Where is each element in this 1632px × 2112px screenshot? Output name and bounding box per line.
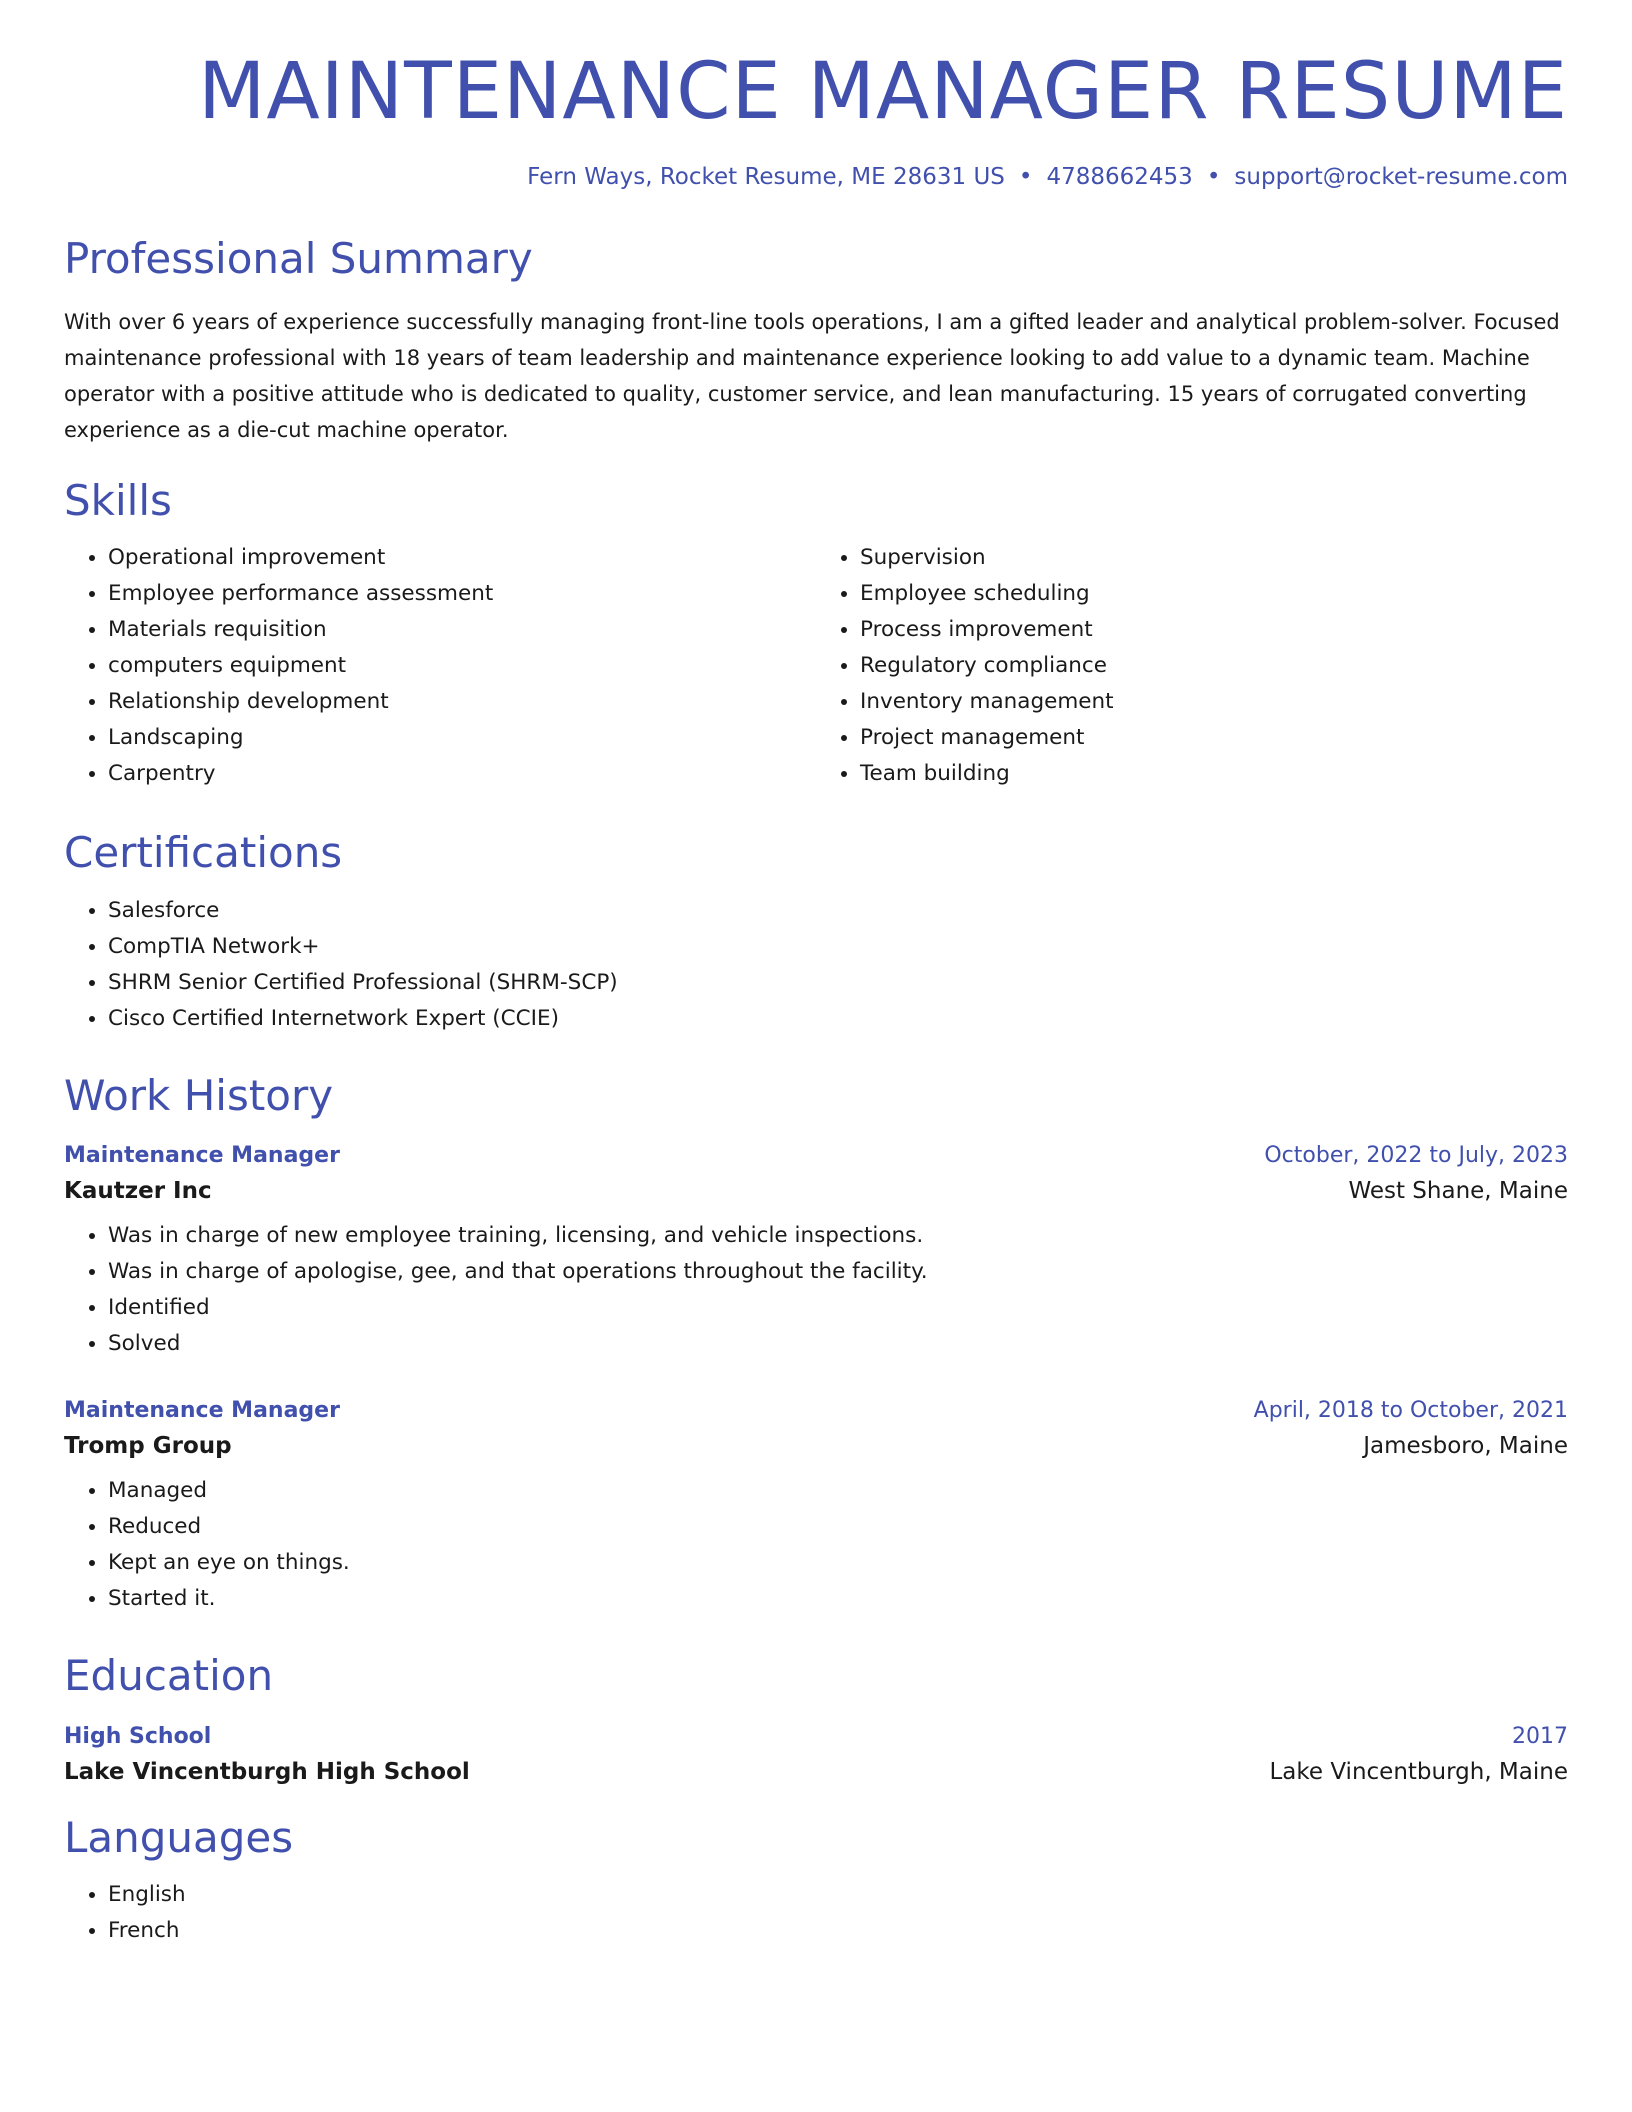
language-item: • English bbox=[108, 1877, 1568, 1913]
certification-item: • Salesforce bbox=[108, 893, 1568, 929]
skill-item: • Operational improvement bbox=[108, 540, 816, 576]
job-duty-item: • Solved bbox=[108, 1326, 1568, 1362]
skill-item: • computers equipment bbox=[108, 648, 816, 684]
summary-paragraph: With over 6 years of experience successfully managing front-line tools operations, I am a gifted leader and analytical problem-solver. Focused maintenance professional with 18 years of team leadership and maintenance experience looking to add value to a dynamic team. Machine operator with a positive attitude who is dedicated to quality, customer service, and lean manufacturing. 15 years of corrugated converting experience as a die-cut machine operator. bbox=[64, 310, 1560, 443]
certification-item: • SHRM Senior Certified Professional (SHRM-SCP) bbox=[108, 965, 1568, 1001]
skill-item: • Carpentry bbox=[108, 756, 816, 792]
job-duties-list bbox=[64, 1473, 1568, 1617]
job-duty-item: • Reduced bbox=[108, 1509, 1568, 1545]
skill-item: • Landscaping bbox=[108, 720, 816, 756]
skill-item: • Team building bbox=[860, 756, 1568, 792]
section-heading-summary: Professional Summary bbox=[64, 233, 533, 283]
section-heading-education: Education bbox=[64, 1651, 274, 1701]
job-dates: October, 2022 to July, 2023 bbox=[1264, 1143, 1568, 1169]
skill-item: • Inventory management bbox=[860, 684, 1568, 720]
education-degree: High School bbox=[64, 1723, 212, 1749]
job-header-row bbox=[64, 1143, 1568, 1168]
contact-phone: 4788662453 bbox=[1046, 163, 1193, 190]
skill-item: • Materials requisition bbox=[108, 612, 816, 648]
language-item: • French bbox=[108, 1913, 1568, 1949]
contact-email[interactable]: support@rocket-resume.com bbox=[1234, 163, 1568, 190]
job-duty-item: • Was in charge of new employee training, licensing, and vehicle inspections. bbox=[108, 1218, 1568, 1254]
skills-list-left bbox=[64, 540, 816, 792]
job-title: Maintenance Manager bbox=[64, 1398, 340, 1424]
job-location: West Shane, Maine bbox=[1348, 1178, 1568, 1205]
job-dates: April, 2018 to October, 2021 bbox=[1253, 1398, 1568, 1424]
skill-item: • Relationship development bbox=[108, 684, 816, 720]
contact-address: Fern Ways, Rocket Resume, ME 28631 US bbox=[527, 163, 1005, 190]
job-duty-item: • Managed bbox=[108, 1473, 1568, 1509]
skill-item: • Employee scheduling bbox=[860, 576, 1568, 612]
job-duty-item: • Was in charge of apologise, gee, and that operations throughout the facility. bbox=[108, 1254, 1568, 1290]
job-header-row bbox=[64, 1398, 1568, 1423]
skill-item: • Regulatory compliance bbox=[860, 648, 1568, 684]
section-heading-work-history: Work History bbox=[64, 1070, 334, 1120]
skill-item: • Supervision bbox=[860, 540, 1568, 576]
skill-item: • Employee performance assessment bbox=[108, 576, 816, 612]
skill-item: • Project management bbox=[860, 720, 1568, 756]
certification-item: • CompTIA Network+ bbox=[108, 929, 1568, 965]
education-entry bbox=[64, 1724, 1568, 1785]
job-duty-item: • Started it. bbox=[108, 1581, 1568, 1617]
certification-item: • Cisco Certified Internetwork Expert (CCIE) bbox=[108, 1001, 1568, 1037]
section-heading-skills: Skills bbox=[64, 476, 172, 526]
job-company-row bbox=[64, 1433, 1568, 1459]
job-company: Tromp Group bbox=[64, 1433, 232, 1460]
section-heading-certifications: Certifications bbox=[64, 828, 343, 878]
certifications-list bbox=[64, 893, 1568, 1037]
section-heading-languages: Languages bbox=[64, 1812, 294, 1862]
education-school: Lake Vincentburgh High School bbox=[64, 1758, 470, 1785]
skill-item: • Process improvement bbox=[860, 612, 1568, 648]
languages-list bbox=[64, 1877, 1568, 1949]
contact-separator: • bbox=[1018, 163, 1033, 190]
resume-title: MAINTENANCE MANAGER RESUME bbox=[198, 47, 1568, 137]
skills-list-right bbox=[816, 540, 1568, 792]
education-header-row bbox=[64, 1724, 1568, 1749]
job-location: Jamesboro, Maine bbox=[1363, 1433, 1568, 1460]
job-company: Kautzer Inc bbox=[64, 1178, 212, 1205]
job-entry bbox=[64, 1143, 1568, 1362]
education-year: 2017 bbox=[1512, 1723, 1568, 1749]
contact-separator: • bbox=[1206, 163, 1221, 190]
education-location: Lake Vincentburgh, Maine bbox=[1269, 1758, 1568, 1785]
job-company-row bbox=[64, 1178, 1568, 1204]
job-entry bbox=[64, 1398, 1568, 1617]
job-duty-item: • Identified bbox=[108, 1290, 1568, 1326]
education-school-row bbox=[64, 1759, 1568, 1785]
job-title: Maintenance Manager bbox=[64, 1143, 340, 1169]
job-duty-item: • Kept an eye on things. bbox=[108, 1545, 1568, 1581]
job-duties-list bbox=[64, 1218, 1568, 1362]
contact-line bbox=[64, 164, 1568, 190]
skills-columns bbox=[64, 540, 1568, 792]
